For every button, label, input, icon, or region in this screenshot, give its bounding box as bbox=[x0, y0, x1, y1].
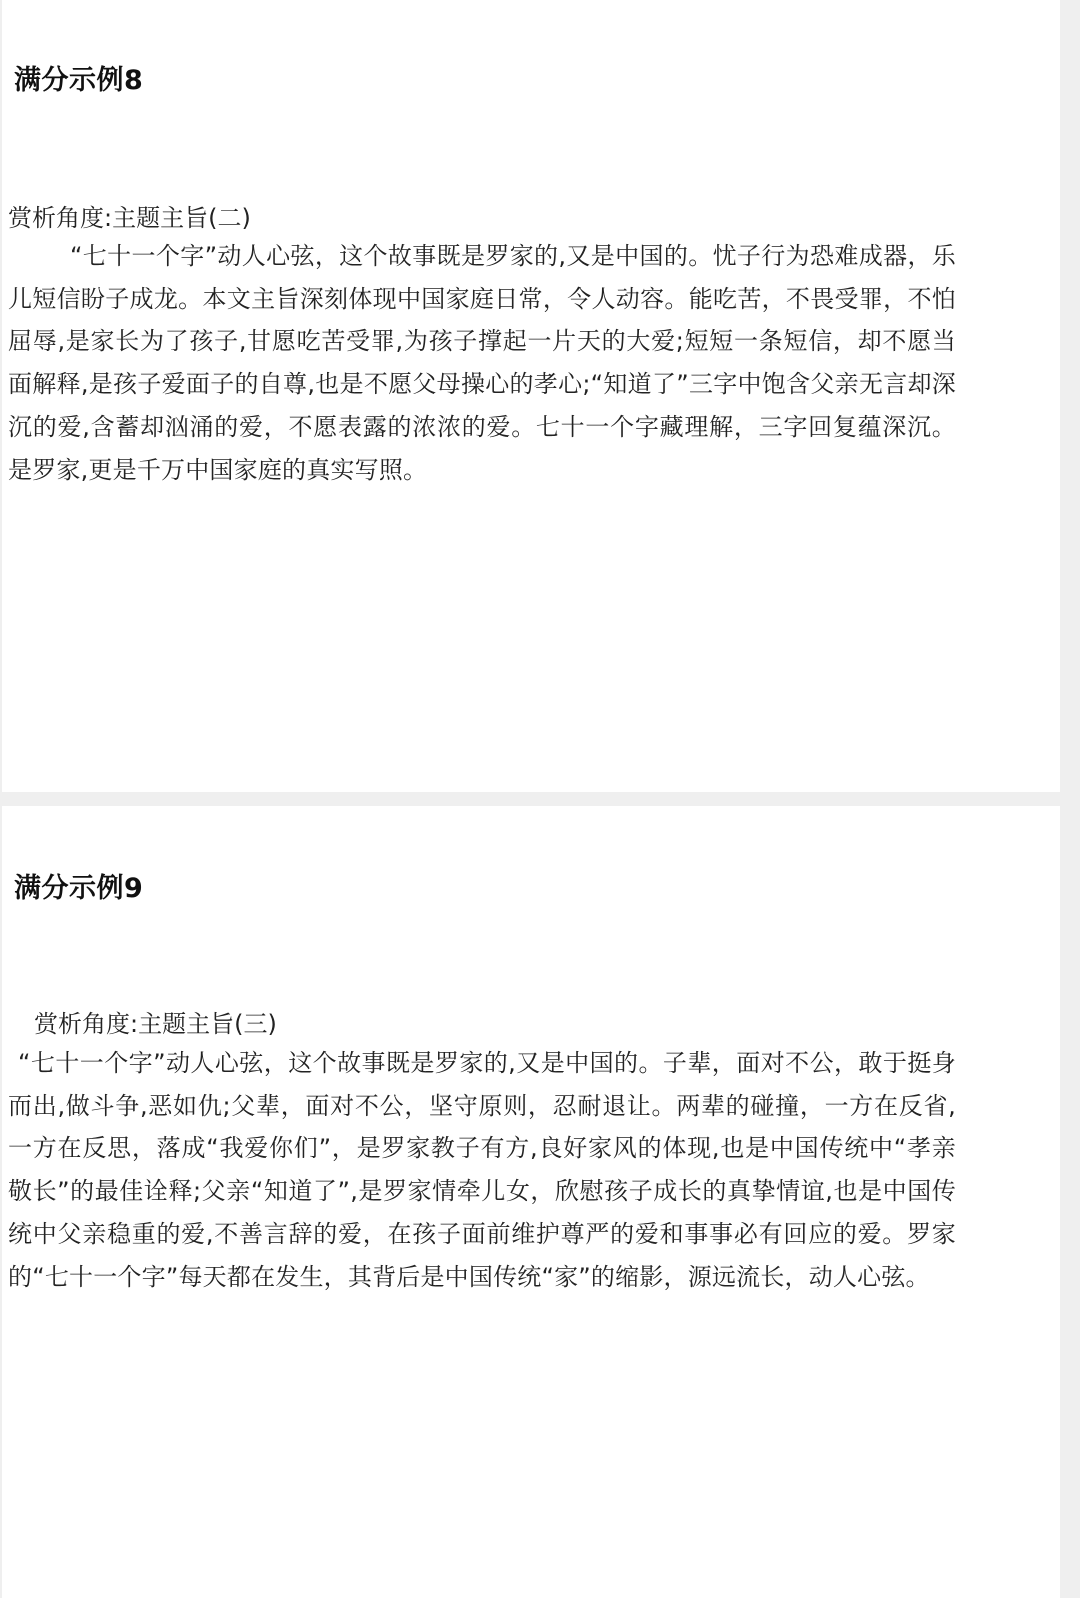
example-title: 满分示例9 bbox=[14, 873, 144, 904]
example-body-text: “七十一个字”动人心弦，这个故事既是罗家的,又是中国的。子辈，面对不公，敢于挺身而出,做斗争,恶如仇;父辈，面对不公，坚守原则，忍耐退让。两辈的碰撞，一方在反省,一方在反思，落成“我爱你们”，是罗家教子有方,良好家风的体现,也是中国传统中“孝亲敬长”的最佳诠释;父亲“知道了”,是罗家情牵儿女，欣慰孩子成长的真挚情谊,也是中国传统中父亲稳重的爱,不善言辞的爱，在孩子面前维护尊严的爱和事事必有回应的爱。罗家的“七十一个字”每天都在发生，其背后是中国传统“家”的缩影，源远流长，动人心弦。 bbox=[8, 1049, 956, 1291]
appreciation-angle: 赏析角度:主题主旨(三) bbox=[34, 1010, 277, 1038]
example-card-9 bbox=[2, 806, 1060, 1598]
example-card-8 bbox=[2, 0, 1060, 792]
example-body-text: “七十一个字”动人心弦，这个故事既是罗家的,又是中国的。忧子行为恐难成器，乐儿短信盼子成龙。本文主旨深刻体现中国家庭日常，令人动容。能吃苦，不畏受罪，不怕屈辱,是家长为了孩子,甘愿吃苦受罪,为孩子撑起一片天的大爱;短短一条短信，却不愿当面解释,是孩子爱面子的自尊,也是不愿父母操心的孝心;“知道了”三字中饱含父亲无言却深沉的爱,含蓄却汹涌的爱，不愿表露的浓浓的爱。七十一个字藏理解，三字回复蕴深沉。是罗家,更是千万中国家庭的真实写照。 bbox=[8, 242, 956, 484]
appreciation-angle: 赏析角度:主题主旨(二) bbox=[8, 204, 251, 232]
example-title: 满分示例8 bbox=[14, 65, 144, 96]
